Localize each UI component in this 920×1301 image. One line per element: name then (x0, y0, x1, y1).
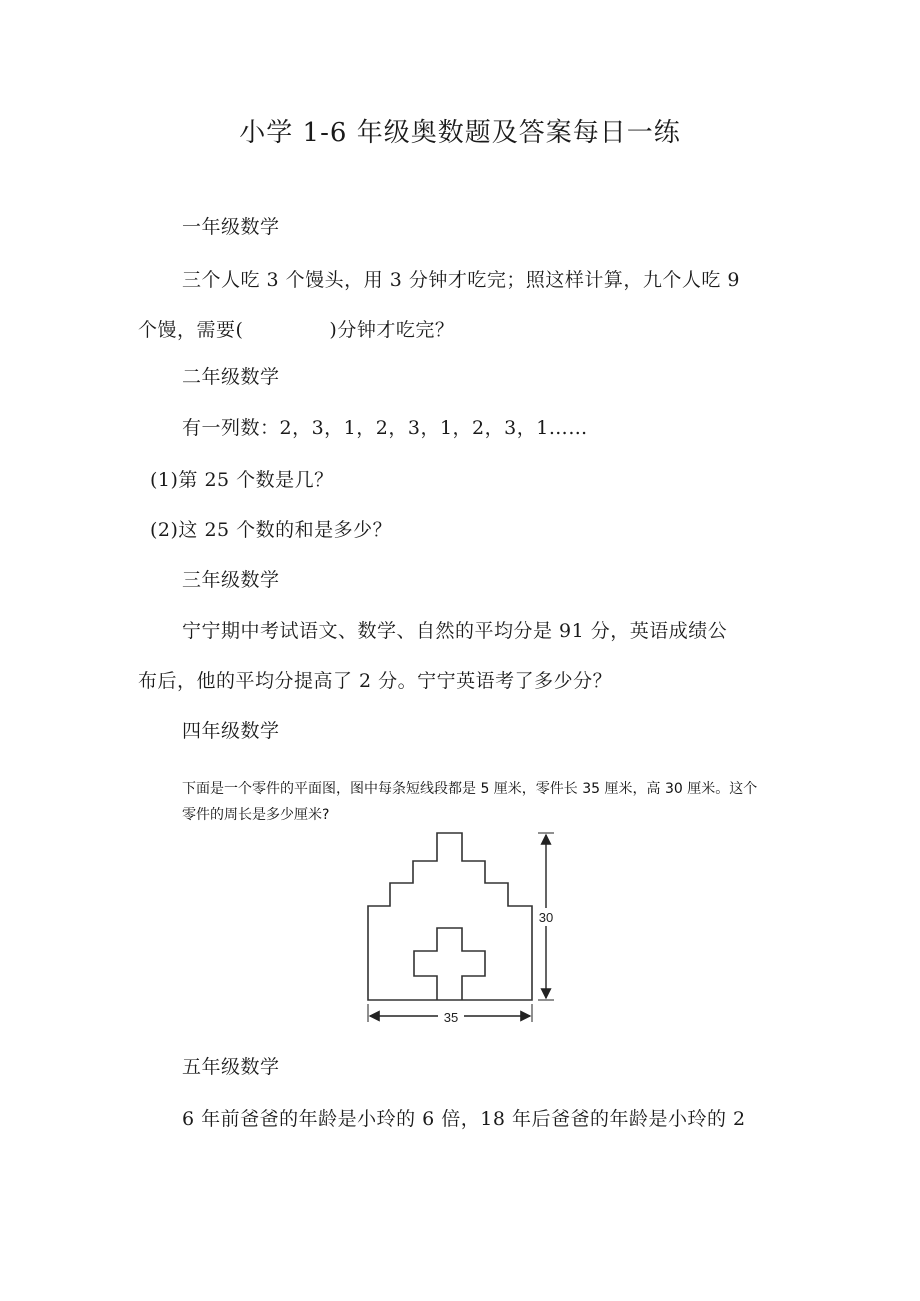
grade1-problem-line1: 三个人吃 3 个馒头，用 3 分钟才吃完；照这样计算，九个人吃 9 (182, 269, 740, 291)
section-heading-grade4: 四年级数学 (182, 720, 280, 742)
part-diagram (350, 828, 570, 1028)
cross-cutout (414, 928, 485, 1000)
section-heading-grade5: 五年级数学 (182, 1056, 280, 1078)
grade2-question-1: (1)第 25 个数是几？ (150, 469, 334, 491)
grade1-problem-line2: 个馒，需要( )分钟才吃完？ (138, 319, 455, 341)
grade3-problem-line1: 宁宁期中考试语文、数学、自然的平均分是 91 分，英语成绩公 (182, 620, 728, 642)
grade3-problem-line2: 布后，他的平均分提高了 2 分。宁宁英语考了多少分？ (138, 670, 613, 692)
part-outline (368, 833, 532, 1000)
grade4-problem-line2: 零件的周长是多少厘米? (182, 807, 330, 823)
page-title: 小学 1-6 年级奥数题及答案每日一练 (239, 118, 681, 148)
section-heading-grade2: 二年级数学 (182, 366, 280, 388)
width-label: 35 (443, 1010, 459, 1025)
height-label: 30 (538, 910, 554, 925)
section-heading-grade3: 三年级数学 (182, 569, 280, 591)
section-heading-grade1: 一年级数学 (182, 216, 280, 238)
grade2-sequence: 有一列数：2，3，1，2，3，1，2，3，1…… (182, 417, 588, 439)
grade5-problem-line1: 6 年前爸爸的年龄是小玲的 6 倍，18 年后爸爸的年龄是小玲的 2 (182, 1108, 746, 1130)
grade2-question-2: (2)这 25 个数的和是多少？ (150, 519, 393, 541)
grade4-problem-line1: 下面是一个零件的平面图，图中每条短线段都是 5 厘米，零件长 35 厘米，高 30 厘米。这个 (182, 781, 758, 797)
